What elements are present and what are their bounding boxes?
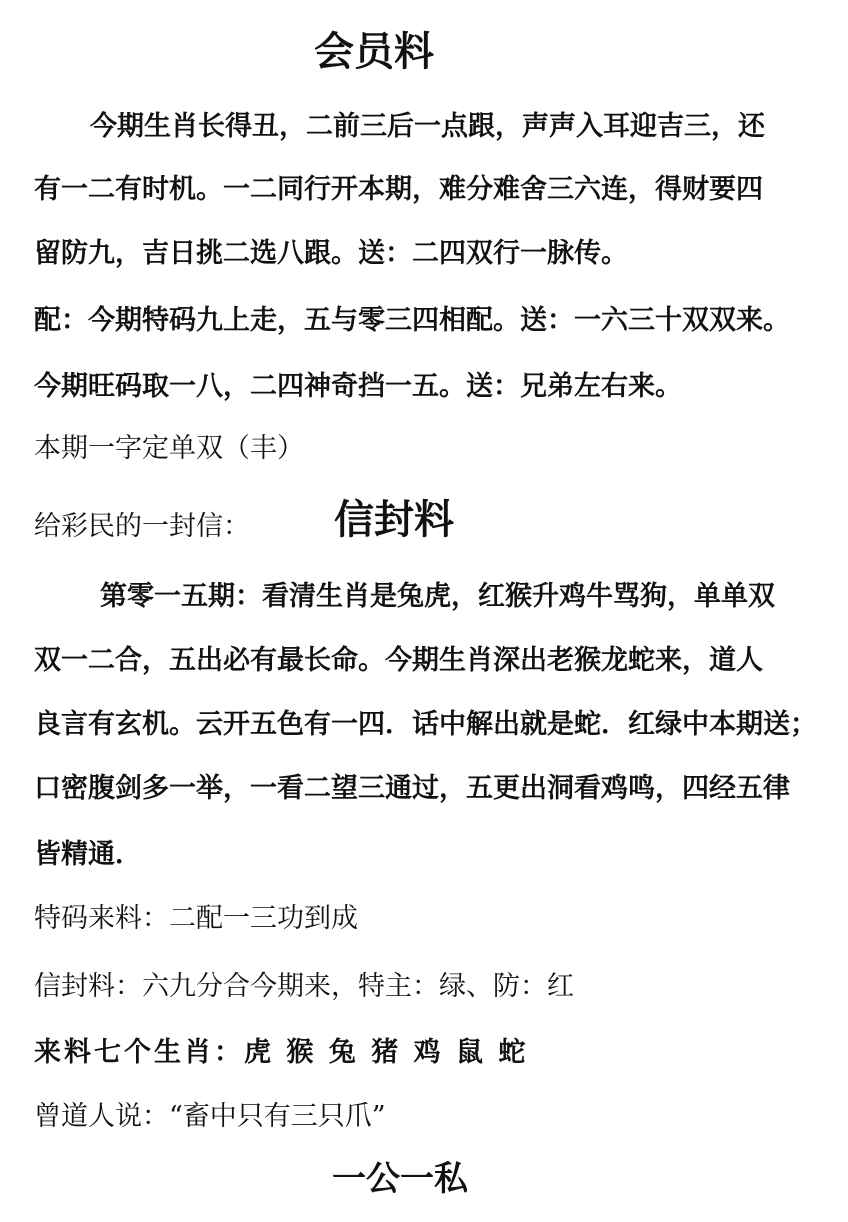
member-para-line-1: 今期生肖长得丑，二前三后一点跟，声声入耳迎吉三，还 bbox=[90, 111, 765, 142]
letter-title: 信封料 bbox=[334, 496, 454, 543]
zeng-line: 曾道人说：“畜中只有三只爪” bbox=[34, 1101, 386, 1132]
pei-line: 配：今期特码九上走，五与零三四相配。送：一六三十双双来。 bbox=[34, 305, 790, 336]
letter-para-line-4: 口密腹剑多一举，一看二望三通过，五更出洞看鸡鸣，四经五律 bbox=[34, 773, 790, 804]
member-para-line-3: 留防九，吉日挑二选八跟。送：二四双行一脉传。 bbox=[34, 238, 628, 269]
member-title: 会员料 bbox=[314, 28, 434, 75]
single-double-line: 本期一字定单双（丰） bbox=[34, 433, 304, 464]
envelope-line: 信封料：六九分合今期来，特主：绿、防：红 bbox=[34, 971, 574, 1002]
tema-line: 特码来料：二配一三功到成 bbox=[34, 903, 358, 934]
letter-para-line-1: 第零一五期：看清生肖是兔虎，红猴升鸡牛骂狗，单单双 bbox=[100, 581, 775, 612]
letter-para-line-5: 皆精通． bbox=[34, 839, 142, 870]
letter-para-line-3: 良言有玄机。云开五色有一四．话中解出就是蛇．红绿中本期送； bbox=[34, 709, 817, 740]
member-para-line-2: 有一二有时机。一二同行开本期，难分难舍三六连，得财要四 bbox=[34, 174, 763, 205]
zodiac-line: 来料七个生肖：虎 猴 兔 猪 鸡 鼠 蛇 bbox=[34, 1037, 529, 1068]
footer-title: 一公一私 bbox=[332, 1159, 468, 1199]
letter-para-line-2: 双一二合，五出必有最长命。今期生肖深出老猴龙蛇来，道人 bbox=[34, 645, 763, 676]
letter-intro: 给彩民的一封信： bbox=[34, 511, 250, 542]
wangma-line: 今期旺码取一八，二四神奇挡一五。送：兄弟左右来。 bbox=[34, 371, 682, 402]
